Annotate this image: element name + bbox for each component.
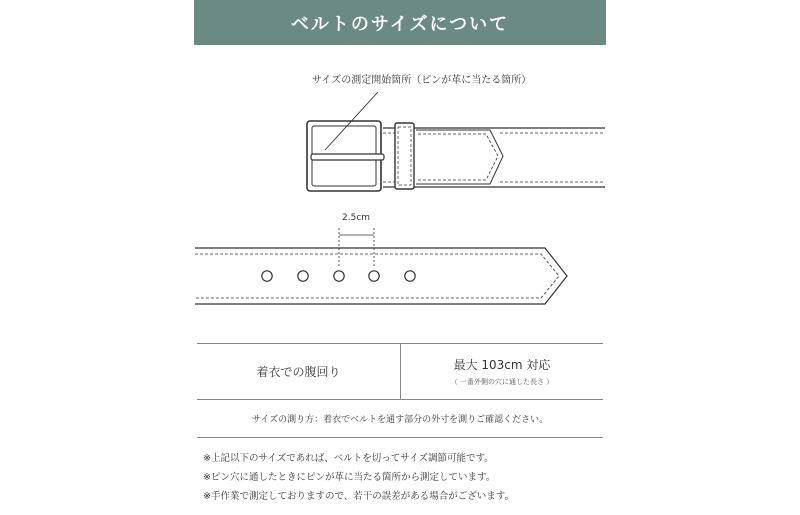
belt-hole xyxy=(369,271,379,281)
measure-start-label: サイズの測定開始箇所（ピンが革に当たる箇所） xyxy=(312,75,532,86)
note-item: ※手作業で測定しておりますので、若干の誤差がある場合がございます。 xyxy=(203,491,515,502)
belt-hole xyxy=(298,271,308,281)
waist-note: （ 一番外側の穴に通した長さ ） xyxy=(450,378,554,386)
waist-value-cell xyxy=(401,344,603,399)
size-table xyxy=(197,343,603,400)
page-title: ベルトのサイズについて xyxy=(290,13,510,35)
measure-method xyxy=(197,399,603,438)
hole-spacing-label: 2.5cm xyxy=(342,213,371,223)
waist-label: 着衣での腹回り xyxy=(197,344,401,399)
measure-method-text: サイズの測り方：着衣でベルトを通す部分の外寸を測りご確認ください。 xyxy=(251,414,549,425)
note-item: ※ピン穴に通したときにピンが革に当たる箇所から測定しています。 xyxy=(203,472,496,483)
size-row xyxy=(197,343,603,400)
belt-hole xyxy=(334,271,344,281)
notes-list xyxy=(203,449,514,506)
belt-hole xyxy=(405,271,415,281)
buckle-illustration xyxy=(307,92,605,191)
waist-value: 最大 103cm 対応 xyxy=(453,358,551,372)
belt-strap-illustration xyxy=(195,228,567,304)
note-item: ※上記以下のサイズであれば、ベルトを切ってサイズ調節可能です。 xyxy=(203,453,494,464)
belt-hole xyxy=(262,271,272,281)
